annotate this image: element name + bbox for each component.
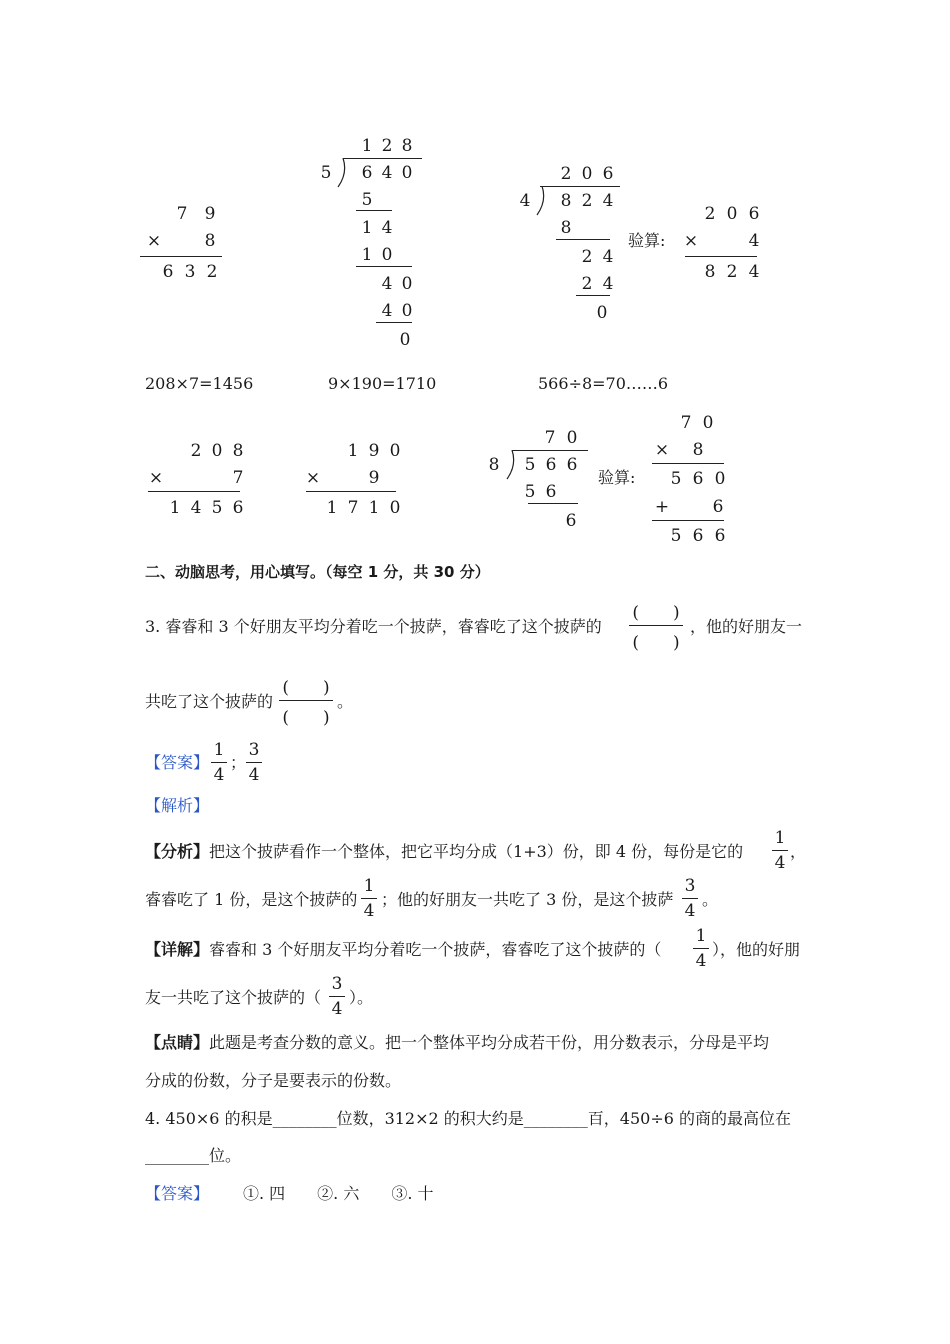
dianjing-label: 【点睛】 <box>145 1033 210 1052</box>
blank-denominator: ( ) <box>282 708 330 728</box>
digit: 6 <box>545 482 557 502</box>
q3-text-3: 共吃了这个披萨的 <box>145 692 274 711</box>
digit: 6 <box>565 511 577 531</box>
digit: 7 <box>176 204 188 224</box>
fenxi-line-2a: 睿睿吃了 1 份，是这个披萨的 <box>145 890 358 909</box>
digit: 5 <box>524 482 536 502</box>
fraction-bar <box>329 996 345 997</box>
digit: 4 <box>381 301 393 321</box>
answer-label: 【答案】 <box>145 753 210 772</box>
digit: 8 <box>560 218 572 238</box>
digit: 7 <box>347 498 359 518</box>
q3-text-4: 。 <box>337 692 354 711</box>
fraction-bar <box>629 625 683 626</box>
operator: × <box>654 440 670 460</box>
equation-2: 9×190=1710 <box>328 374 437 393</box>
rule <box>356 266 412 267</box>
digit: 5 <box>211 498 223 518</box>
fenxi-text: 把这个披萨看作一个整体，把它平均分成（1+3）份，即 4 份，每份是它的 <box>209 842 744 861</box>
digit: 0 <box>389 441 401 461</box>
denominator: 4 <box>331 999 343 1019</box>
digit: 2 <box>560 164 572 184</box>
xiangjie-line-2a: 友一共吃了这个披萨的（ <box>145 988 322 1007</box>
q4-answer-label: 【答案】 <box>145 1184 210 1203</box>
equation-3: 566÷8=70……6 <box>538 374 669 393</box>
digit: 6 <box>545 455 557 475</box>
denominator: 4 <box>363 901 375 921</box>
blank-fraction <box>279 673 333 728</box>
numerator: 3 <box>684 876 696 896</box>
digit: 1 <box>361 245 373 265</box>
digit: 9 <box>368 441 380 461</box>
digit: 4 <box>381 274 393 294</box>
digit: 5 <box>670 526 682 546</box>
fraction <box>246 740 262 785</box>
digit: 4 <box>381 163 393 183</box>
digit: 2 <box>581 191 593 211</box>
rule <box>140 256 222 257</box>
digit: 6 <box>692 526 704 546</box>
digit: 6 <box>232 498 244 518</box>
xiangjie-text: 睿睿和 3 个好朋友平均分着吃一个披萨，睿睿吃了这个披萨的（ <box>209 940 662 959</box>
digit: 4 <box>519 191 531 211</box>
denominator: 4 <box>774 853 786 873</box>
digit: 1 <box>361 136 373 156</box>
q4-answers: ①. 四 ②. 六 ③. 十 <box>243 1184 434 1203</box>
digit: 0 <box>702 413 714 433</box>
denominator: 4 <box>684 901 696 921</box>
operator: × <box>146 231 162 251</box>
fenxi-comma: ， <box>790 842 807 861</box>
digit: 2 <box>381 136 393 156</box>
fraction-bar <box>211 762 227 763</box>
fenxi-line-2c: 。 <box>702 890 719 909</box>
dianjing-text: 此题是考查分数的意义。把一个整体平均分成若干份，用分数表示，分母是平均 <box>209 1033 770 1052</box>
digit: 8 <box>204 231 216 251</box>
q4-line-1: 4. 450×6 的积是________位数，312×2 的积大约是________百，450÷6 的商的最高位在 <box>145 1109 791 1128</box>
operator: + <box>654 497 670 517</box>
division-bracket-icon <box>535 186 547 216</box>
operator: × <box>683 231 699 251</box>
check-label: 验算: <box>598 468 636 487</box>
denominator: 4 <box>695 951 707 971</box>
fraction-bar <box>246 762 262 763</box>
digit: 8 <box>488 455 500 475</box>
analysis-label: 【解析】 <box>145 796 210 815</box>
digit: 1 <box>347 441 359 461</box>
denominator: 4 <box>213 765 225 785</box>
digit: 0 <box>381 245 393 265</box>
fraction-bar <box>279 700 333 701</box>
fenxi-line-2b: ；他的好朋友一共吃了 3 份，是这个披萨 <box>381 890 674 909</box>
digit: 5 <box>524 455 536 475</box>
blank-denominator: ( ) <box>632 633 680 653</box>
rule <box>652 520 724 521</box>
fraction <box>211 740 227 785</box>
digit: 7 <box>232 468 244 488</box>
numerator: 1 <box>774 828 786 848</box>
blank-numerator: ( ) <box>282 678 330 698</box>
equation-1: 208×7=1456 <box>145 374 254 393</box>
dianjing-line-1 <box>145 1033 769 1053</box>
digit: 2 <box>190 441 202 461</box>
digit: 6 <box>712 497 724 517</box>
fraction <box>693 926 709 971</box>
digit: 4 <box>748 231 760 251</box>
digit: 2 <box>726 262 738 282</box>
division-bracket-icon <box>336 158 348 188</box>
digit: 0 <box>401 301 413 321</box>
fraction <box>329 974 345 1019</box>
digit: 7 <box>680 413 692 433</box>
blank-numerator: ( ) <box>632 603 680 623</box>
digit: 6 <box>162 262 174 282</box>
digit: 6 <box>566 455 578 475</box>
q3-text-1: 3. 睿睿和 3 个好朋友平均分着吃一个披萨，睿睿吃了这个披萨的 <box>145 617 602 636</box>
digit: 9 <box>368 468 380 488</box>
fenxi-label: 【分析】 <box>145 842 210 861</box>
rule <box>556 239 610 240</box>
dianjing-line-2: 分成的份数，分子是要表示的份数。 <box>145 1071 402 1090</box>
numerator: 1 <box>213 740 225 760</box>
fraction <box>772 828 788 873</box>
division-bracket-icon <box>505 450 517 480</box>
fraction <box>361 876 377 921</box>
digit: 6 <box>361 163 373 183</box>
rule <box>576 295 610 296</box>
numerator: 3 <box>331 974 343 994</box>
digit: 9 <box>204 204 216 224</box>
digit: 0 <box>399 330 411 350</box>
digit: 0 <box>714 469 726 489</box>
fraction-bar <box>682 898 698 899</box>
operator: × <box>148 468 164 488</box>
digit: 0 <box>596 303 608 323</box>
numerator: 1 <box>363 876 375 896</box>
rule <box>148 491 240 492</box>
digit: 8 <box>232 441 244 461</box>
digit: 4 <box>381 218 393 238</box>
rule <box>306 491 396 492</box>
digit: 6 <box>748 204 760 224</box>
digit: 4 <box>602 247 614 267</box>
fenxi-line-1 <box>145 842 743 862</box>
operator: × <box>305 468 321 488</box>
denominator: 4 <box>248 765 260 785</box>
digit: 0 <box>211 441 223 461</box>
digit: 1 <box>361 218 373 238</box>
xiangjie-label: 【详解】 <box>145 940 210 959</box>
digit: 2 <box>581 247 593 267</box>
xiangjie-line-1 <box>145 940 661 960</box>
digit: 2 <box>581 274 593 294</box>
rule <box>512 450 588 451</box>
digit: 0 <box>401 274 413 294</box>
fraction-bar <box>772 850 788 851</box>
digit: 6 <box>714 526 726 546</box>
blank-fraction <box>629 598 683 653</box>
q3-text-2: ，他的好朋友一 <box>690 617 803 636</box>
section-title: 二、动脑思考，用心填写。（每空 1 分，共 30 分） <box>145 563 490 581</box>
digit: 5 <box>670 469 682 489</box>
digit: 1 <box>326 498 338 518</box>
rule <box>528 503 578 504</box>
q4-line-2: ________位。 <box>145 1146 242 1165</box>
digit: 5 <box>361 190 373 210</box>
digit: 3 <box>184 262 196 282</box>
digit: 2 <box>704 204 716 224</box>
digit: 7 <box>544 428 556 448</box>
xiangjie-line-1b: ），他的好朋 <box>712 940 801 959</box>
digit: 0 <box>401 163 413 183</box>
digit: 8 <box>692 440 704 460</box>
digit: 8 <box>401 136 413 156</box>
rule <box>685 256 757 257</box>
digit: 0 <box>581 164 593 184</box>
fraction-bar <box>693 948 709 949</box>
digit: 6 <box>692 469 704 489</box>
rule <box>343 158 422 159</box>
check-label: 验算: <box>628 231 666 250</box>
xiangjie-line-2b: ）。 <box>349 988 374 1007</box>
digit: 8 <box>704 262 716 282</box>
digit: 4 <box>190 498 202 518</box>
rule <box>376 322 412 323</box>
digit: 0 <box>726 204 738 224</box>
digit: 0 <box>566 428 578 448</box>
digit: 8 <box>560 191 572 211</box>
digit: 4 <box>602 274 614 294</box>
rule <box>356 210 392 211</box>
digit: 4 <box>602 191 614 211</box>
digit: 2 <box>206 262 218 282</box>
rule <box>540 186 620 187</box>
digit: 1 <box>169 498 181 518</box>
numerator: 3 <box>248 740 260 760</box>
digit: 6 <box>602 164 614 184</box>
fraction <box>682 876 698 921</box>
digit: 5 <box>320 163 332 183</box>
numerator: 1 <box>695 926 707 946</box>
digit: 4 <box>748 262 760 282</box>
separator: ； <box>230 753 247 772</box>
digit: 0 <box>389 498 401 518</box>
fraction-bar <box>361 898 377 899</box>
rule <box>652 463 724 464</box>
digit: 1 <box>368 498 380 518</box>
